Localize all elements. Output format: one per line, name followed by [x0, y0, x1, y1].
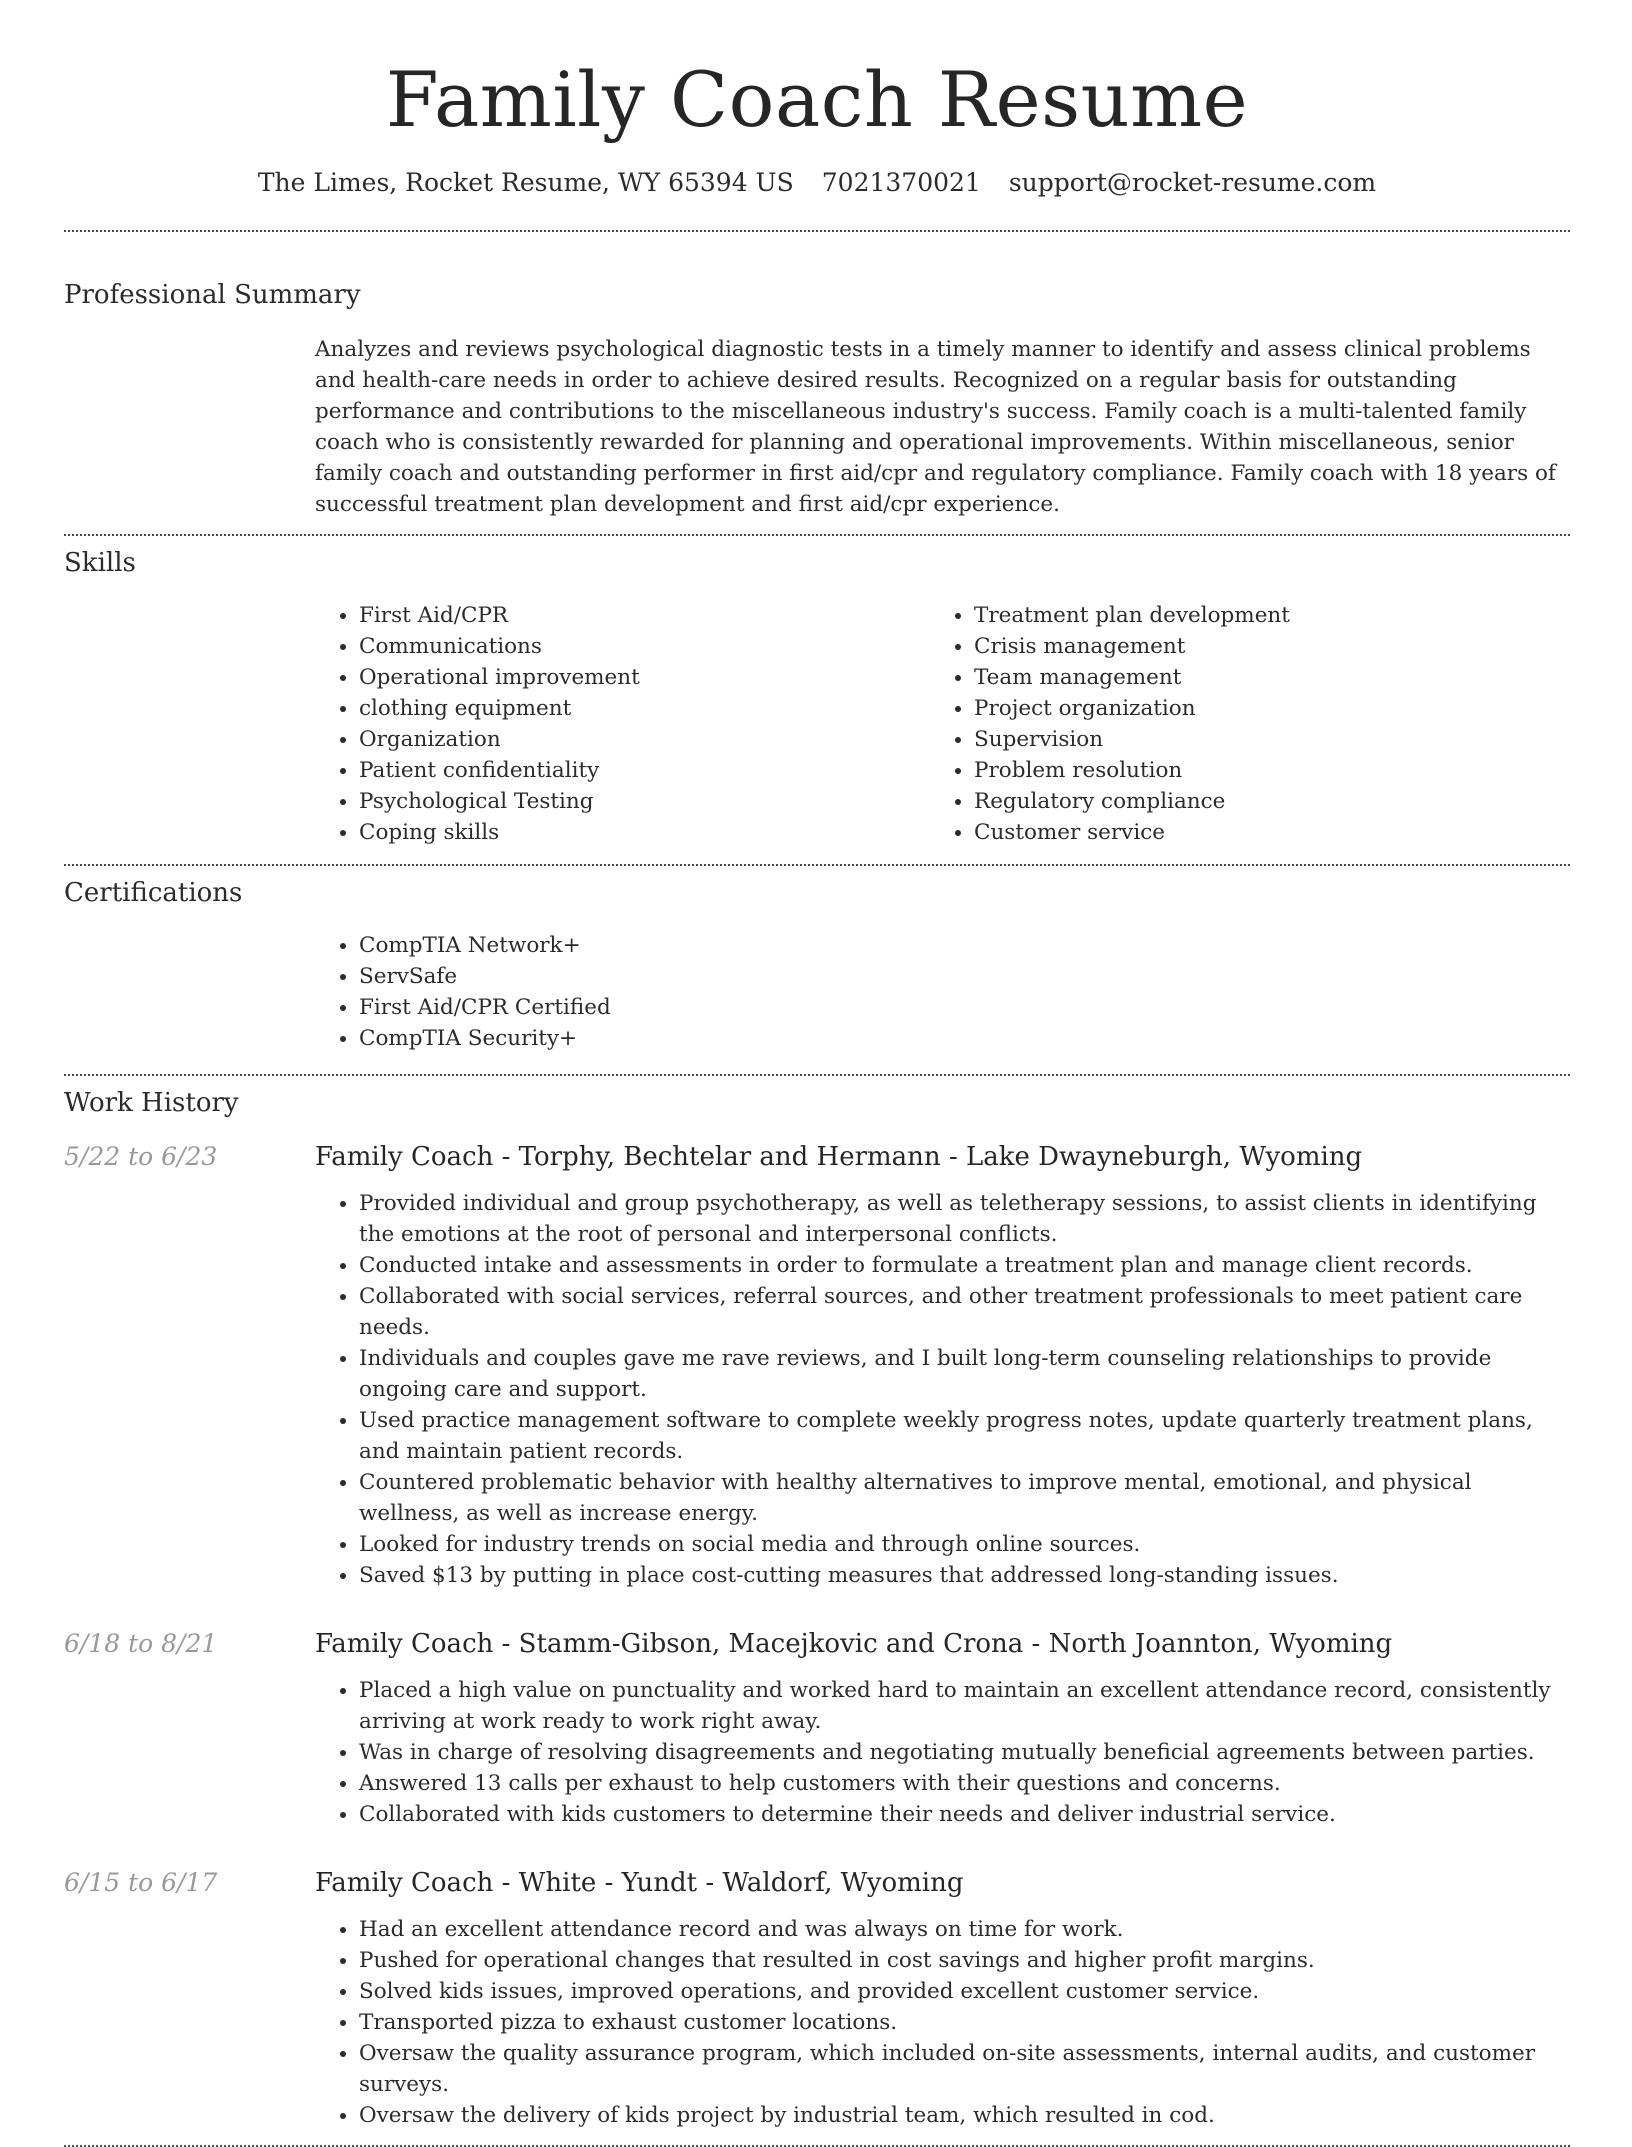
list-item: • Looked for industry trends on social media and through online sources. [359, 1529, 1570, 1560]
list-item: • CompTIA Security+ [359, 1023, 1570, 1054]
job-dates: 6/15 to 6/17 [64, 1868, 218, 1897]
job-entry [64, 1627, 1570, 1830]
list-item: • Placed a high value on punctuality and worked hard to maintain an excellent attendance record, consistently arriving at work ready to work right away. [359, 1675, 1570, 1737]
list-item: • clothing equipment [359, 693, 930, 724]
job-title: Family Coach - Stamm-Gibson, Macejkovic and Crona - North Joannton, Wyoming [315, 1629, 1393, 1659]
job-bullets [315, 1914, 1570, 2131]
list-item: • Had an excellent attendance record and was always on time for work. [359, 1914, 1570, 1945]
section-heading-summary: Professional Summary [64, 280, 361, 310]
work-history-list [64, 1140, 1570, 2131]
section-heading-skills: Skills [64, 548, 136, 578]
list-item: • Used practice management software to complete weekly progress notes, update quarterly treatment plans, and maintain patient records. [359, 1405, 1570, 1467]
list-item: • Project organization [974, 693, 1534, 724]
certifications-list [315, 930, 1570, 1054]
contact-address: The Limes, Rocket Resume, WY 65394 US [257, 168, 794, 197]
list-item: • Conducted intake and assessments in order to formulate a treatment plan and manage client records. [359, 1250, 1570, 1281]
resume-title: Family Coach Resume [385, 55, 1249, 144]
contact-line [64, 166, 1570, 200]
section-heading-certifications: Certifications [64, 878, 243, 908]
list-item: • Pushed for operational changes that resulted in cost savings and higher profit margins. [359, 1945, 1570, 1976]
job-entry [64, 1866, 1570, 2131]
list-item: • Supervision [974, 724, 1534, 755]
list-item: • Crisis management [974, 631, 1534, 662]
list-item: • Was in charge of resolving disagreements and negotiating mutually beneficial agreements between parties. [359, 1737, 1570, 1768]
work-history-section [64, 1076, 1570, 2145]
certifications-section [64, 866, 1570, 1074]
list-item: • Collaborated with kids customers to determine their needs and deliver industrial service. [359, 1799, 1570, 1830]
job-body [315, 1866, 1570, 2131]
list-item: • Customer service [974, 817, 1534, 848]
job-bullets [315, 1675, 1570, 1830]
list-item: • Organization [359, 724, 930, 755]
list-item: • Provided individual and group psychotherapy, as well as teletherapy sessions, to assist clients in identifying the emotions at the root of personal and interpersonal conflicts. [359, 1188, 1570, 1250]
list-item: • First Aid/CPR Certified [359, 992, 1570, 1023]
contact-email: support@rocket-resume.com [1008, 168, 1377, 197]
list-item: • CompTIA Network+ [359, 930, 1570, 961]
certifications-content [315, 930, 1570, 1054]
list-item: • Collaborated with social services, referral sources, and other treatment professionals to meet patient care needs. [359, 1281, 1570, 1343]
list-item: • Team management [974, 662, 1534, 693]
job-body [315, 1627, 1570, 1830]
skills-list-left [315, 600, 930, 848]
list-item: • Problem resolution [974, 755, 1534, 786]
list-item: • Patient confidentiality [359, 755, 930, 786]
list-item: • Saved $13 by putting in place cost-cutting measures that addressed long-standing issues. [359, 1560, 1570, 1591]
job-title: Family Coach - Torphy, Bechtelar and Hermann - Lake Dwayneburgh, Wyoming [315, 1142, 1363, 1172]
list-item: • Psychological Testing [359, 786, 930, 817]
skills-section [64, 536, 1570, 864]
contact-phone: 7021370021 [821, 168, 981, 197]
list-item: • Oversaw the delivery of kids project by industrial team, which resulted in cod. [359, 2100, 1570, 2131]
job-dates: 6/18 to 8/21 [64, 1629, 218, 1658]
job-bullets [315, 1188, 1570, 1591]
professional-summary-section [64, 232, 1570, 534]
list-item: • Solved kids issues, improved operations, and provided excellent customer service. [359, 1976, 1570, 2007]
list-item: • Transported pizza to exhaust customer locations. [359, 2007, 1570, 2038]
list-item: • Communications [359, 631, 930, 662]
job-body [315, 1140, 1570, 1591]
list-item: • ServSafe [359, 961, 1570, 992]
job-title: Family Coach - White - Yundt - Waldorf, Wyoming [315, 1868, 964, 1898]
skills-columns [315, 600, 1570, 848]
list-item: • First Aid/CPR [359, 600, 930, 631]
list-item: • Individuals and couples gave me rave reviews, and I built long-term counseling relationships to provide ongoing care and support. [359, 1343, 1570, 1405]
list-item: • Operational improvement [359, 662, 930, 693]
resume-page [64, 0, 1570, 2147]
list-item: • Treatment plan development [974, 600, 1534, 631]
list-item: • Oversaw the quality assurance program, which included on-site assessments, internal audits, and customer surveys. [359, 2038, 1570, 2100]
list-item: • Answered 13 calls per exhaust to help customers with their questions and concerns. [359, 1768, 1570, 1799]
skills-list-right [930, 600, 1534, 848]
list-item: • Countered problematic behavior with healthy alternatives to improve mental, emotional, and physical wellness, as well as increase energy. [359, 1467, 1570, 1529]
list-item: • Coping skills [359, 817, 930, 848]
summary-text: Analyzes and reviews psychological diagnostic tests in a timely manner to identify and assess clinical problems and health-care needs in order to achieve desired results. Recognized on a regular basis for outstanding performance and contributions to the miscellaneous industry's success. Family coach is a multi-talented family coach who is consistently rewarded for planning and operational improvements. Within miscellaneous, senior family coach and outstanding performer in first aid/cpr and regulatory compliance. Family coach with 18 years of successful treatment plan development and first aid/cpr experience. [315, 337, 1556, 517]
job-entry [64, 1140, 1570, 1591]
job-dates: 5/22 to 6/23 [64, 1142, 218, 1171]
section-heading-work-history: Work History [64, 1088, 239, 1118]
list-item: • Regulatory compliance [974, 786, 1534, 817]
